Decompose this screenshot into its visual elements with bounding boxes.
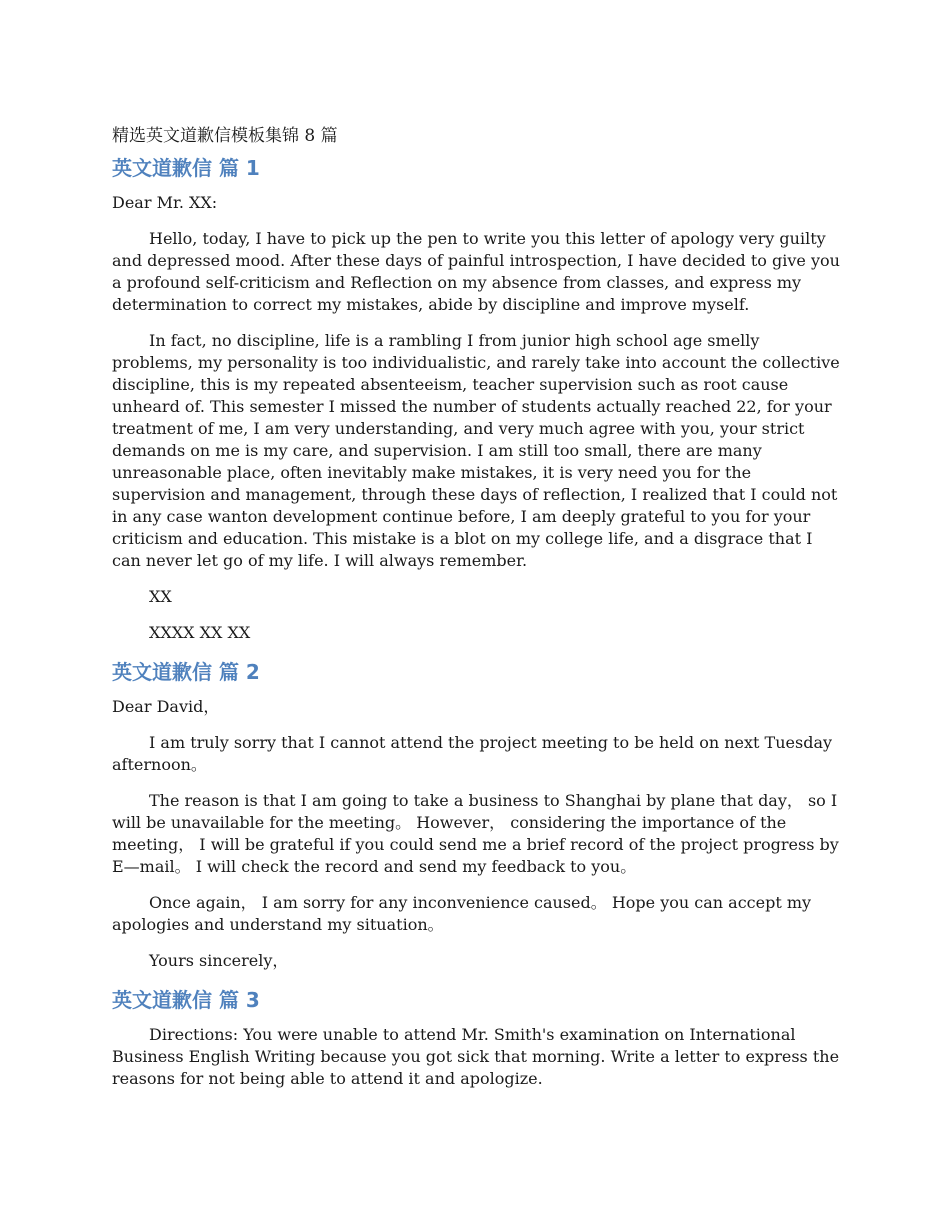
document-title: 精选英文道歉信模板集锦 8 篇 [112, 126, 338, 146]
salutation: Dear Mr. XX: [112, 193, 218, 212]
salutation: Dear David， [112, 697, 220, 716]
section-3 [112, 986, 840, 1090]
section-heading: 英文道歉信 篇 2 [112, 660, 260, 684]
body-paragraph: I am truly sorry that I cannot attend the project meeting to be held on next Tuesday afternoon。 [112, 733, 833, 774]
section-2 [112, 658, 840, 972]
document-page [112, 124, 840, 1104]
body-paragraph: Hello, today, I have to pick up the pen to write you this letter of apology very guilty and depressed mood. After these days of painful introspection, I have decided to give you a profound self-criticism and Reflection on my absence from classes, and express my determination to correct my mistakes, abide by discipline and improve myself. [112, 229, 840, 314]
section-heading: 英文道歉信 篇 3 [112, 988, 260, 1012]
body-paragraph: Directions: You were unable to attend Mr. Smith's examination on International Business English Writing because you got sick that morning. Write a letter to express the reasons for not being able to attend it and apologize. [112, 1025, 840, 1088]
section-heading: 英文道歉信 篇 1 [112, 156, 260, 180]
body-paragraph: The reason is that I am going to take a business to Shanghai by plane that day， so I will be unavailable for the meeting。 However， considering the importance of the meeting， I will be grateful if you could send me a brief record of the project progress by E—mail。 I will check the record and send my feedback to you。 [112, 791, 839, 876]
section-1 [112, 154, 840, 644]
body-paragraph: In fact, no discipline, life is a rambling I from junior high school age smelly problems, my personality is too individualistic, and rarely take into account the collective discipline, this is my repeated absenteeism, teacher supervision such as root cause unheard of. This semester I missed the number of students actually reached 22, for your treatment of me, I am very understanding, and very much agree with you, your strict demands on me is my care, and supervision. I am still too small, there are many unreasonable place, often inevitably make mistakes, it is very need you for the supervision and management, through these days of reflection, I realized that I could not in any case wanton development continue before, I am deeply grateful to you for your criticism and education. This mistake is a blot on my college life, and a disgrace that I can never let go of my life. I will always remember. [112, 331, 840, 570]
signature: XX [149, 587, 172, 606]
date: XXXX XX XX [149, 623, 251, 642]
closing: Yours sincerely， [149, 951, 289, 970]
body-paragraph: Once again， I am sorry for any inconvenience caused。 Hope you can accept my apologies and understand my situation。 [112, 893, 812, 934]
